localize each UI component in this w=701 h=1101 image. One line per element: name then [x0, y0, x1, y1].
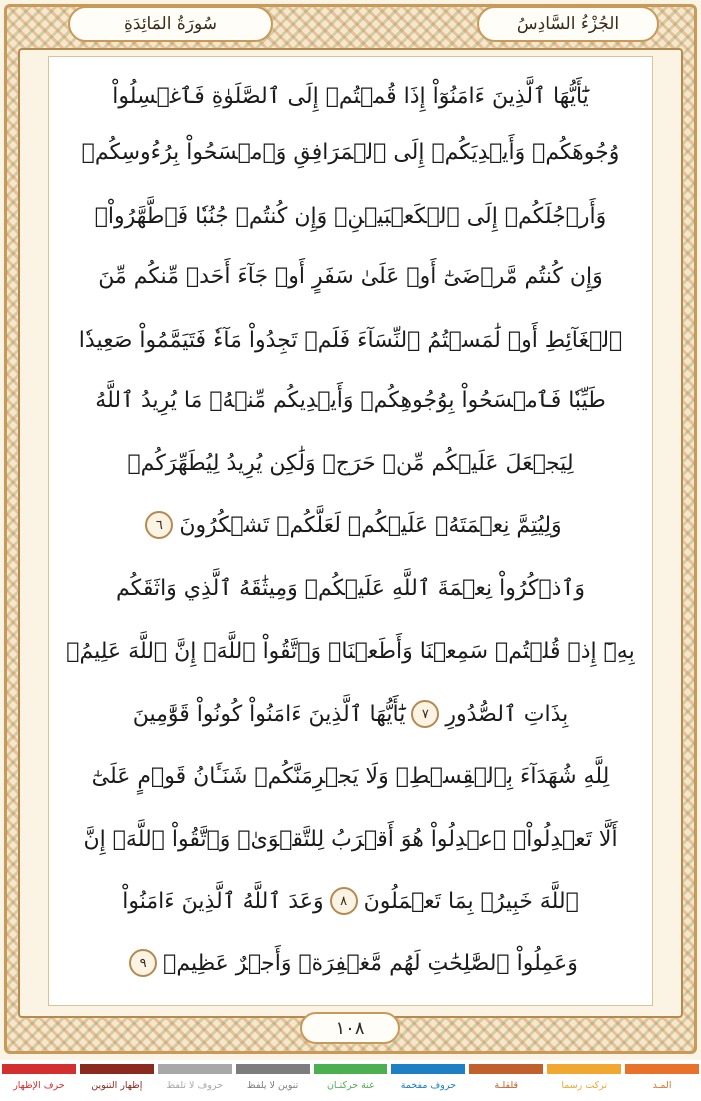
- line-text: أَلَّا تَعۡدِلُواْۚ ٱعۡدِلُواْ هُوَ أَقۡرَبُ لِلتَّقۡوَىٰۖ وَٱتَّقُواْ ٱللَّهَۚ إِنَّ: [83, 826, 618, 852]
- surah-name-header: [68, 6, 273, 42]
- line-text: بِهِۦٓ إِذۡ قُلۡتُمۡ سَمِعۡنَا وَأَطَعۡنَاۖ وَٱتَّقُواْ ٱللَّهَۚ إِنَّ ٱللَّهَ عَلِيمُۢ: [66, 638, 635, 664]
- legend-color-bar: [391, 1064, 465, 1074]
- legend-label: حروف لا تلفظ: [166, 1080, 224, 1091]
- line-text: وَأَرۡجُلَكُمۡ إِلَى ٱلۡكَعۡبَيۡنِۚ وَإِن كُنتُمۡ جُنُبٗا فَٱطَّهَّرُواْۚ: [94, 203, 607, 229]
- legend-item: [312, 1064, 390, 1101]
- legend-label: قلقلـة: [494, 1080, 519, 1091]
- ayah-marker: ٩: [129, 949, 157, 977]
- legend-item: [78, 1064, 156, 1101]
- legend-color-bar: [314, 1064, 388, 1074]
- tajweed-legend: [0, 1064, 701, 1101]
- legend-item: [623, 1064, 701, 1101]
- legend-label: حروف مفخمة: [400, 1080, 456, 1091]
- legend-item: [234, 1064, 312, 1101]
- legend-label: حرف الإظهار: [13, 1080, 65, 1091]
- legend-item: [389, 1064, 467, 1101]
- legend-color-bar: [2, 1064, 76, 1074]
- verse-line-13: [62, 811, 639, 867]
- legend-item: [545, 1064, 623, 1101]
- verse-line-5: [62, 312, 639, 368]
- line-text: بِذَاتِ ٱلصُّدُورِ: [445, 701, 569, 727]
- legend-item: [156, 1064, 234, 1101]
- legend-color-bar: [469, 1064, 543, 1074]
- ayah-marker: ٧: [411, 700, 439, 728]
- verse-line-11: [62, 686, 639, 742]
- legend-item: [0, 1064, 78, 1101]
- legend-item: [467, 1064, 545, 1101]
- legend-label: المـد: [652, 1080, 672, 1091]
- juz-name: الجُزْءُ السَّادِسُ: [516, 14, 620, 34]
- verse-line-2: [62, 124, 639, 180]
- line-text: لِلَّهِ شُهَدَآءَ بِٱلۡقِسۡطِۖ وَلَا يَجۡرِمَنَّكُمۡ شَنَـَٔانُ قَوۡمٍ عَلَىٰٓ: [91, 763, 610, 789]
- verse-line-12: [62, 748, 639, 804]
- verse-line-14: [62, 873, 639, 929]
- line-text: يَٰٓأَيُّهَا ٱلَّذِينَ ءَامَنُواْ كُونُواْ قَوَّٰمِينَ: [132, 701, 406, 727]
- line-text: وَلِيُتِمَّ نِعۡمَتَهُۥ عَلَيۡكُمۡ لَعَلَّكُمۡ تَشۡكُرُونَ: [179, 512, 562, 538]
- line-text: ٱلۡغَآئِطِ أَوۡ لَٰمَسۡتُمُ ٱلنِّسَآءَ فَلَمۡ تَجِدُواْ مَآءٗ فَتَيَمَّمُواْ صَعِيدٗا: [78, 327, 623, 353]
- line-text: لِيَجۡعَلَ عَلَيۡكُم مِّنۡ حَرَجٖ وَلَٰكِن يُرِيدُ لِيُطَهِّرَكُمۡ: [127, 450, 574, 476]
- legend-label: إظهار التنوين: [91, 1080, 143, 1091]
- line-text: طَيِّبٗا فَٱمۡسَحُواْ بِوُجُوهِكُمۡ وَأَيۡدِيكُم مِّنۡهُۚ مَا يُرِيدُ ٱللَّهُ: [95, 387, 606, 413]
- ayah-marker: ٨: [330, 887, 358, 915]
- verse-line-6: [62, 372, 639, 428]
- page-number: [300, 1012, 400, 1044]
- legend-color-bar: [236, 1064, 310, 1074]
- line-text: يَٰٓأَيُّهَا ٱلَّذِينَ ءَامَنُوٓاْ إِذَا قُمۡتُمۡ إِلَى ٱلصَّلَوٰةِ فَٱغۡسِلُواْ: [112, 83, 589, 109]
- legend-color-bar: [625, 1064, 699, 1074]
- verse-line-7: [62, 435, 639, 491]
- legend-label: تنوين لا يلفظ: [246, 1080, 299, 1091]
- verse-line-8: [62, 497, 639, 553]
- verse-line-9: [62, 560, 639, 616]
- legend-color-bar: [158, 1064, 232, 1074]
- verse-line-15: [62, 935, 639, 991]
- line-text: وَعَمِلُواْ ٱلصَّٰلِحَٰتِ لَهُم مَّغۡفِرَةٞ وَأَجۡرٌ عَظِيمٞ: [163, 950, 578, 976]
- verse-line-1: [62, 68, 639, 124]
- juz-name-header: [477, 6, 659, 42]
- line-text: وَعَدَ ٱللَّهُ ٱلَّذِينَ ءَامَنُواْ: [122, 888, 324, 914]
- verse-line-3: [62, 188, 639, 244]
- legend-color-bar: [547, 1064, 621, 1074]
- legend-color-bar: [80, 1064, 154, 1074]
- line-text: وَٱذۡكُرُواْ نِعۡمَةَ ٱللَّهِ عَلَيۡكُمۡ وَمِيثَٰقَهُ ٱلَّذِي وَاثَقَكُم: [116, 575, 585, 601]
- line-text: وَإِن كُنتُم مَّرۡضَىٰٓ أَوۡ عَلَىٰ سَفَرٍ أَوۡ جَآءَ أَحَدٞ مِّنكُم مِّنَ: [98, 263, 603, 289]
- line-text: ٱللَّهَ خَبِيرُۢ بِمَا تَعۡمَلُونَ: [363, 888, 579, 914]
- verse-line-4: [62, 248, 639, 304]
- legend-label: تركت رسما: [561, 1080, 608, 1091]
- ayah-marker: ٦: [145, 511, 173, 539]
- surah-name: سُورَةُ المَائِدَةِ: [123, 14, 218, 34]
- line-text: وُجُوهَكُمۡ وَأَيۡدِيَكُمۡ إِلَى ٱلۡمَرَافِقِ وَٱمۡسَحُواْ بِرُءُوسِكُمۡ: [81, 139, 620, 165]
- page-number-text: ١٠٨: [335, 1017, 365, 1039]
- verse-line-10: [62, 623, 639, 679]
- legend-label: غنة حركتـان: [326, 1080, 375, 1091]
